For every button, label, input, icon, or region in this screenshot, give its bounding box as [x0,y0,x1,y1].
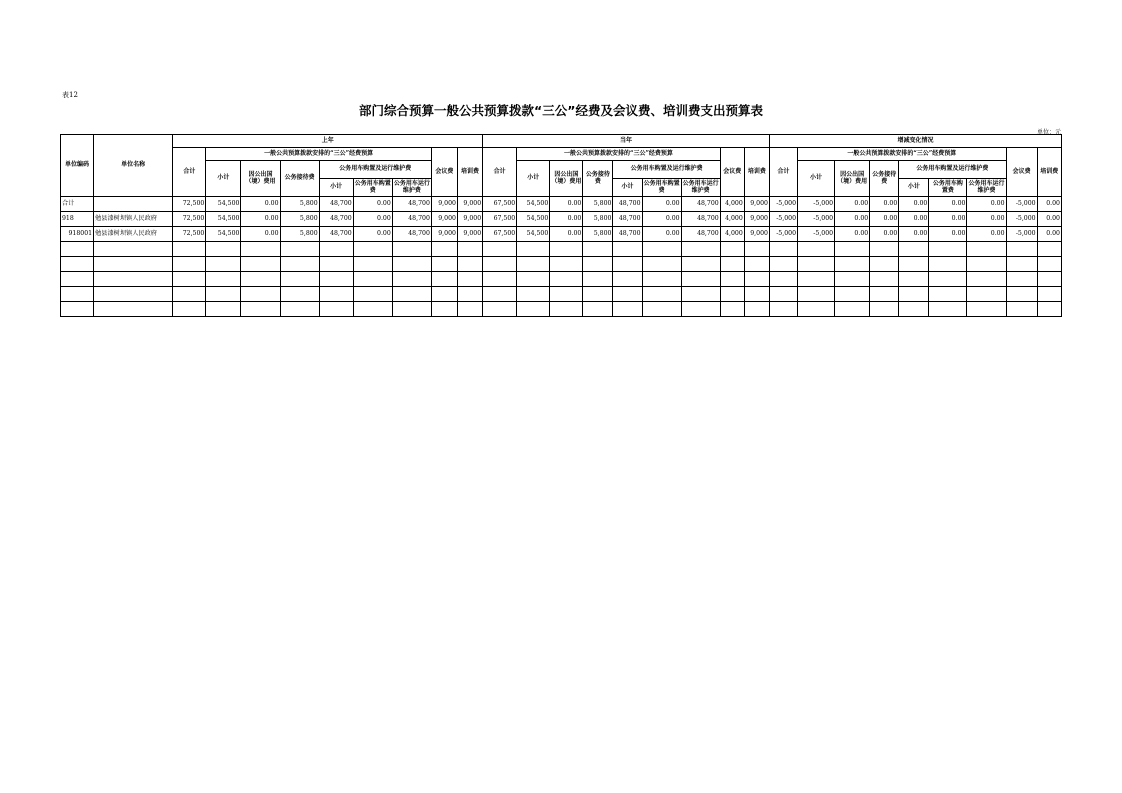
budget-table [60,134,1062,317]
blank-cell [241,302,280,317]
header-period-change: 增减变化情况 [769,135,1061,148]
blank-cell [744,287,769,302]
blank-cell [61,287,94,302]
blank-cell [1006,242,1037,257]
cell-value: 5,800 [280,197,319,212]
blank-cell [835,287,870,302]
cell-value: 48,700 [613,197,642,212]
cell-value: 0.00 [241,212,280,227]
blank-row [61,287,1062,302]
blank-cell [206,242,241,257]
blank-cell [1006,287,1037,302]
blank-cell [173,287,206,302]
cell-value: 67,500 [483,212,517,227]
blank-cell [720,287,744,302]
blank-cell [517,242,550,257]
cell-unit-name [94,197,173,212]
blank-cell [899,287,929,302]
header-total-prev: 合计 [173,148,206,197]
blank-cell [744,272,769,287]
cell-value: 48,700 [613,212,642,227]
cell-value: 48,700 [392,227,431,242]
blank-cell [94,257,173,272]
header-vehicle-group-current: 公务用车购置及运行维护费 [613,161,720,179]
header-meeting-prev: 会议费 [431,148,457,197]
blank-cell [835,272,870,287]
header-subtotal-current: 小计 [517,161,550,197]
blank-cell [1037,257,1061,272]
blank-cell [720,302,744,317]
cell-value: -5,000 [1006,212,1037,227]
blank-cell [392,242,431,257]
cell-value: 0.00 [353,197,392,212]
cell-value: 0.00 [1037,212,1061,227]
blank-cell [550,287,583,302]
cell-value: 5,800 [280,227,319,242]
cell-unit-name: 勉县漆树坝镇人民政府 [94,227,173,242]
blank-row [61,257,1062,272]
header-vehicle-purchase-change: 公务用车购置费 [929,179,967,197]
table-header [61,135,1062,197]
cell-value: 0.00 [967,197,1006,212]
blank-cell [929,257,967,272]
table-number-label: 表12 [62,91,78,99]
cell-value: 4,000 [720,197,744,212]
header-reception-prev: 公务接待费 [280,161,319,197]
page-title: 部门综合预算一般公共预算拨款“三公”经费及会议费、培训费支出预算表 [359,103,763,118]
header-vehicle-subtotal-change: 小计 [899,179,929,197]
cell-value: 0.00 [870,197,899,212]
blank-cell [681,242,720,257]
header-training-change: 培训费 [1037,148,1061,197]
header-reception-change: 公务接待费 [870,161,899,197]
cell-value: 0.00 [642,227,681,242]
cell-value: 0.00 [899,227,929,242]
blank-cell [61,257,94,272]
blank-cell [457,287,482,302]
cell-value: 0.00 [835,227,870,242]
blank-cell [967,302,1006,317]
blank-cell [583,302,613,317]
cell-value: 54,500 [206,227,241,242]
blank-cell [744,257,769,272]
table-body [61,197,1062,317]
blank-cell [206,287,241,302]
blank-cell [280,272,319,287]
blank-cell [319,287,353,302]
blank-row [61,272,1062,287]
cell-value: 0.00 [241,197,280,212]
blank-cell [613,257,642,272]
cell-value: 9,000 [457,212,482,227]
blank-cell [173,257,206,272]
table-row [61,212,1062,227]
cell-value: 54,500 [517,197,550,212]
blank-cell [583,257,613,272]
cell-value: 0.00 [929,227,967,242]
blank-cell [241,287,280,302]
blank-cell [769,242,797,257]
blank-cell [1006,257,1037,272]
cell-value: 9,000 [431,212,457,227]
header-meeting-current: 会议费 [720,148,744,197]
blank-cell [967,272,1006,287]
header-three-public-current: 一般公共预算拨款安排的“三公”经费预算 [517,148,721,161]
header-abroad-current: 因公出国（境）费用 [550,161,583,197]
blank-cell [967,242,1006,257]
header-unit-code: 单位编码 [61,135,94,197]
blank-cell [769,287,797,302]
cell-value: 9,000 [457,197,482,212]
header-abroad-change: 因公出国（境）费用 [835,161,870,197]
blank-cell [241,242,280,257]
cell-value: 0.00 [1037,227,1061,242]
blank-row [61,242,1062,257]
blank-cell [583,242,613,257]
blank-cell [613,272,642,287]
cell-value: 9,000 [744,212,769,227]
blank-cell [517,257,550,272]
blank-cell [431,242,457,257]
blank-cell [929,302,967,317]
cell-value: 0.00 [835,197,870,212]
cell-value: 0.00 [241,227,280,242]
blank-cell [681,302,720,317]
header-vehicle-group-change: 公务用车购置及运行维护费 [899,161,1006,179]
blank-cell [392,302,431,317]
cell-value: 4,000 [720,227,744,242]
blank-cell [642,242,681,257]
cell-value: 0.00 [929,197,967,212]
blank-cell [550,302,583,317]
blank-cell [1037,302,1061,317]
blank-cell [720,242,744,257]
blank-cell [280,242,319,257]
blank-cell [483,302,517,317]
blank-cell [720,272,744,287]
blank-cell [681,272,720,287]
cell-value: 0.00 [353,212,392,227]
table-row [61,197,1062,212]
blank-cell [483,272,517,287]
blank-cell [241,272,280,287]
header-vehicle-subtotal-current: 小计 [613,179,642,197]
blank-cell [517,302,550,317]
blank-cell [61,242,94,257]
cell-value: 54,500 [206,197,241,212]
cell-value: 9,000 [431,197,457,212]
header-training-current: 培训费 [744,148,769,197]
header-subtotal-change: 小计 [798,161,835,197]
blank-cell [94,287,173,302]
blank-row [61,302,1062,317]
cell-value: 48,700 [392,212,431,227]
cell-unit-code: 合计 [61,197,94,212]
cell-value: 4,000 [720,212,744,227]
blank-cell [835,302,870,317]
cell-value: 0.00 [353,227,392,242]
blank-cell [899,257,929,272]
header-meeting-change: 会议费 [1006,148,1037,197]
cell-value: 0.00 [550,227,583,242]
cell-value: 9,000 [457,227,482,242]
blank-cell [280,302,319,317]
blank-cell [642,257,681,272]
blank-cell [744,242,769,257]
cell-value: -5,000 [769,227,797,242]
blank-cell [431,272,457,287]
cell-value: 48,700 [681,212,720,227]
blank-cell [870,287,899,302]
blank-cell [583,287,613,302]
blank-cell [431,257,457,272]
blank-cell [870,302,899,317]
blank-cell [929,242,967,257]
blank-cell [319,272,353,287]
blank-cell [1037,287,1061,302]
cell-value: 48,700 [319,227,353,242]
cell-value: 54,500 [517,212,550,227]
blank-cell [280,257,319,272]
cell-value: 48,700 [681,227,720,242]
blank-cell [798,302,835,317]
header-vehicle-operation-change: 公务用车运行维护费 [967,179,1006,197]
blank-cell [870,257,899,272]
blank-cell [835,257,870,272]
cell-value: 0.00 [967,227,1006,242]
blank-cell [319,242,353,257]
cell-value: 54,500 [517,227,550,242]
blank-cell [280,287,319,302]
blank-cell [94,272,173,287]
blank-cell [870,242,899,257]
blank-cell [173,272,206,287]
cell-value: 48,700 [613,227,642,242]
blank-cell [870,272,899,287]
header-three-public-change: 一般公共预算拨款安排的“三公”经费预算 [798,148,1007,161]
cell-value: 54,500 [206,212,241,227]
blank-cell [681,257,720,272]
blank-cell [835,242,870,257]
blank-cell [241,257,280,272]
blank-cell [457,257,482,272]
blank-cell [206,272,241,287]
cell-value: 48,700 [681,197,720,212]
blank-cell [1006,302,1037,317]
blank-cell [613,242,642,257]
header-vehicle-purchase-prev: 公务用车购置费 [353,179,392,197]
header-period-prev: 上年 [173,135,483,148]
cell-value: 9,000 [744,197,769,212]
blank-cell [769,272,797,287]
header-vehicle-purchase-current: 公务用车购置费 [642,179,681,197]
cell-value: 48,700 [319,197,353,212]
cell-value: 0.00 [642,197,681,212]
blank-cell [550,272,583,287]
cell-value: 67,500 [483,197,517,212]
blank-cell [967,287,1006,302]
header-unit-name: 单位名称 [94,135,173,197]
header-vehicle-group-prev: 公务用车购置及运行维护费 [319,161,431,179]
cell-value: -5,000 [1006,227,1037,242]
cell-value: 67,500 [483,227,517,242]
cell-value: 48,700 [319,212,353,227]
cell-value: 48,700 [392,197,431,212]
cell-value: -5,000 [769,197,797,212]
blank-cell [353,302,392,317]
unit-label: 单位：元 [1036,129,1061,136]
cell-value: 72,500 [173,212,206,227]
cell-value: 0.00 [899,212,929,227]
blank-cell [517,287,550,302]
blank-cell [899,272,929,287]
cell-value: -5,000 [798,197,835,212]
blank-cell [353,257,392,272]
blank-cell [319,302,353,317]
cell-unit-code: 918 [61,212,94,227]
header-vehicle-operation-prev: 公务用车运行维护费 [392,179,431,197]
cell-value: 0.00 [870,227,899,242]
cell-unit-code: 918001 [61,227,94,242]
blank-cell [720,257,744,272]
blank-cell [431,302,457,317]
blank-cell [798,257,835,272]
blank-cell [929,287,967,302]
cell-value: 0.00 [835,212,870,227]
blank-cell [483,242,517,257]
cell-value: 0.00 [550,197,583,212]
header-vehicle-operation-current: 公务用车运行维护费 [681,179,720,197]
blank-cell [431,287,457,302]
header-training-prev: 培训费 [457,148,482,197]
header-subtotal-prev: 小计 [206,161,241,197]
blank-cell [550,257,583,272]
blank-cell [483,257,517,272]
blank-cell [319,257,353,272]
cell-value: -5,000 [798,227,835,242]
blank-cell [353,242,392,257]
header-three-public-prev: 一般公共预算拨款安排的“三公”经费预算 [206,148,432,161]
blank-cell [929,272,967,287]
cell-value: 0.00 [550,212,583,227]
blank-cell [61,272,94,287]
header-total-change: 合计 [769,148,797,197]
blank-cell [94,302,173,317]
blank-cell [392,287,431,302]
blank-cell [206,257,241,272]
cell-value: 5,800 [583,197,613,212]
blank-cell [392,272,431,287]
blank-cell [94,242,173,257]
blank-cell [769,302,797,317]
header-period-current: 当年 [483,135,770,148]
blank-cell [642,302,681,317]
blank-cell [642,287,681,302]
table-row [61,227,1062,242]
cell-value: 0.00 [642,212,681,227]
blank-cell [1037,242,1061,257]
blank-cell [517,272,550,287]
blank-cell [457,302,482,317]
header-vehicle-subtotal-prev: 小计 [319,179,353,197]
blank-cell [798,242,835,257]
blank-cell [206,302,241,317]
cell-value: -5,000 [769,212,797,227]
cell-value: 5,800 [583,212,613,227]
blank-cell [392,257,431,272]
cell-value: -5,000 [1006,197,1037,212]
blank-cell [642,272,681,287]
blank-cell [1037,272,1061,287]
cell-value: 0.00 [967,212,1006,227]
header-abroad-prev: 因公出国（境）费用 [241,161,280,197]
header-total-current: 合计 [483,148,517,197]
blank-cell [483,287,517,302]
blank-cell [769,257,797,272]
blank-cell [613,302,642,317]
blank-cell [61,302,94,317]
cell-unit-name: 勉县漆树坝镇人民政府 [94,212,173,227]
header-reception-current: 公务接待费 [583,161,613,197]
cell-value: 72,500 [173,197,206,212]
cell-value: 0.00 [899,197,929,212]
blank-cell [744,302,769,317]
cell-value: 9,000 [744,227,769,242]
cell-value: -5,000 [798,212,835,227]
cell-value: 0.00 [1037,197,1061,212]
blank-cell [967,257,1006,272]
cell-value: 5,800 [280,212,319,227]
cell-value: 0.00 [870,212,899,227]
blank-cell [457,242,482,257]
blank-cell [457,272,482,287]
blank-cell [613,287,642,302]
cell-value: 9,000 [431,227,457,242]
blank-cell [583,272,613,287]
cell-value: 5,800 [583,227,613,242]
cell-value: 72,500 [173,227,206,242]
blank-cell [550,242,583,257]
blank-cell [353,272,392,287]
blank-cell [899,242,929,257]
blank-cell [681,287,720,302]
blank-cell [798,287,835,302]
blank-cell [173,242,206,257]
cell-value: 0.00 [929,212,967,227]
blank-cell [798,272,835,287]
blank-cell [1006,272,1037,287]
blank-cell [899,302,929,317]
blank-cell [353,287,392,302]
blank-cell [173,302,206,317]
